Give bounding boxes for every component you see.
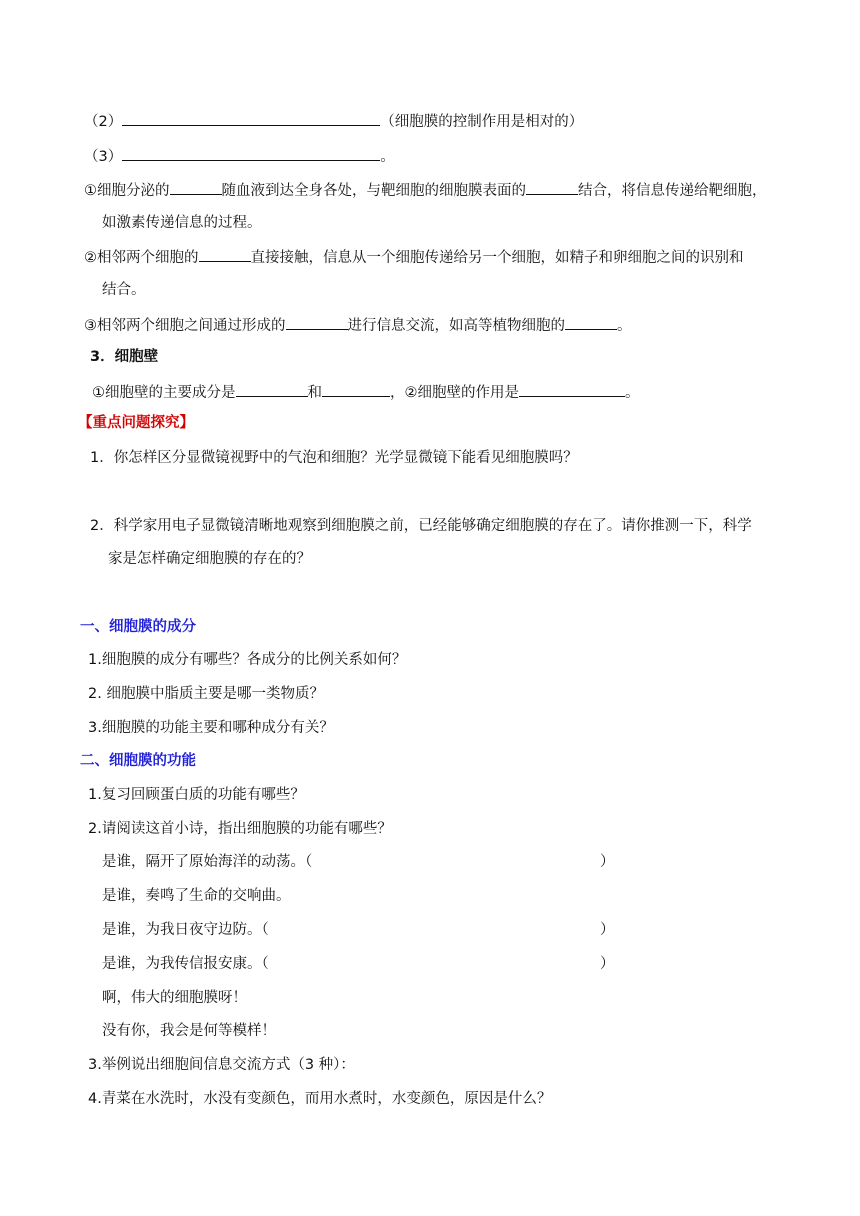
focus-question-2-cont: 家是怎样确定细胞膜的存在的？ [108,551,311,567]
poem-line-3: 是谁，为我日夜守边防。（ [102,922,269,938]
cell-wall-heading: 3．细胞壁 [90,349,159,365]
poem-line-2: 是谁，奏鸣了生命的交响曲。 [102,888,291,904]
fill-blank[interactable] [170,179,222,195]
item-number: （3） [84,149,123,165]
fill-blank[interactable] [122,145,380,161]
text: 结合。 [102,282,146,298]
fill-blank[interactable] [122,110,380,126]
text: ③相邻两个细胞之间通过形成的 [84,318,286,334]
section-2-heading: 二、细胞膜的功能 [80,753,196,769]
text: 。 [625,385,640,401]
text: 。 [617,318,632,334]
text: ②相邻两个细胞的 [84,250,199,266]
punctuation: 。 [380,149,395,165]
section-1-heading: 一、细胞膜的成分 [80,619,196,635]
answer-paren-close: ） [600,854,615,870]
text: 结合，将信息传递给靶细胞， [578,183,767,199]
section-2-question-4: 4.青菜在水洗时，水没有变颜色，而用水煮时，水变颜色，原因是什么？ [88,1091,552,1107]
fill-blank[interactable] [322,381,390,397]
section-2-question-2: 2.请阅读这首小诗，指出细胞膜的功能有哪些？ [88,821,392,837]
text: 进行信息交流，如高等植物细胞的 [347,318,565,334]
item-note: （细胞膜的控制作用是相对的） [380,114,584,130]
communication-3-line [84,314,632,336]
section-1-question-1: 1.细胞膜的成分有哪些？各成分的比例关系如何？ [88,652,407,668]
text: ①细胞壁的主要成分是 [92,385,236,401]
communication-1-line [84,179,767,201]
fill-blank[interactable] [565,314,617,330]
text: 直接接触，信息从一个细胞传递给另一个细胞，如精子和卵细胞之间的识别和 [250,250,744,266]
poem-line-6: 没有你，我会是何等模样！ [102,1023,276,1039]
fill-blank[interactable] [519,381,625,397]
section-2-question-1: 1.复习回顾蛋白质的功能有哪些？ [88,787,305,803]
section-2-question-3: 3.举例说出细胞间信息交流方式（3 种）： [88,1057,355,1073]
poem-line-1: 是谁，隔开了原始海洋的动荡。（ [102,854,313,870]
text: ，②细胞壁的作用是 [390,385,519,401]
fill-blank[interactable] [199,246,251,262]
text: 随血液到达全身各处，与靶细胞的细胞膜表面的 [221,183,526,199]
item-2-line [84,110,583,132]
poem-line-4: 是谁，为我传信报安康。（ [102,956,269,972]
answer-paren-close: ） [600,956,615,972]
cell-wall-line [92,381,640,403]
communication-2-line [84,246,744,268]
focus-question-1: 1．你怎样区分显微镜视野中的气泡和细胞？光学显微镜下能看见细胞膜吗？ [90,450,578,466]
fill-blank[interactable] [526,179,578,195]
answer-paren-close: ） [600,922,615,938]
communication-2-cont [102,280,146,300]
section-1-question-3: 3.细胞膜的功能主要和哪种成分有关？ [88,720,334,736]
text: 和 [307,385,322,401]
fill-blank[interactable] [286,314,348,330]
text: ①细胞分泌的 [84,183,170,199]
text: 如激素传递信息的过程。 [102,215,262,231]
communication-1-cont [102,213,262,233]
item-3-line [84,145,395,167]
focus-question-2: 2．科学家用电子显微镜清晰地观察到细胞膜之前，已经能够确定细胞膜的存在了。请你推测一下，科学 [90,518,752,534]
section-1-question-2: 2. 细胞膜中脂质主要是哪一类物质？ [88,686,324,702]
focus-heading: 【重点问题探究】 [78,415,194,431]
fill-blank[interactable] [236,381,308,397]
item-number: （2） [84,114,123,130]
poem-line-5: 啊，伟大的细胞膜呀！ [102,990,247,1006]
